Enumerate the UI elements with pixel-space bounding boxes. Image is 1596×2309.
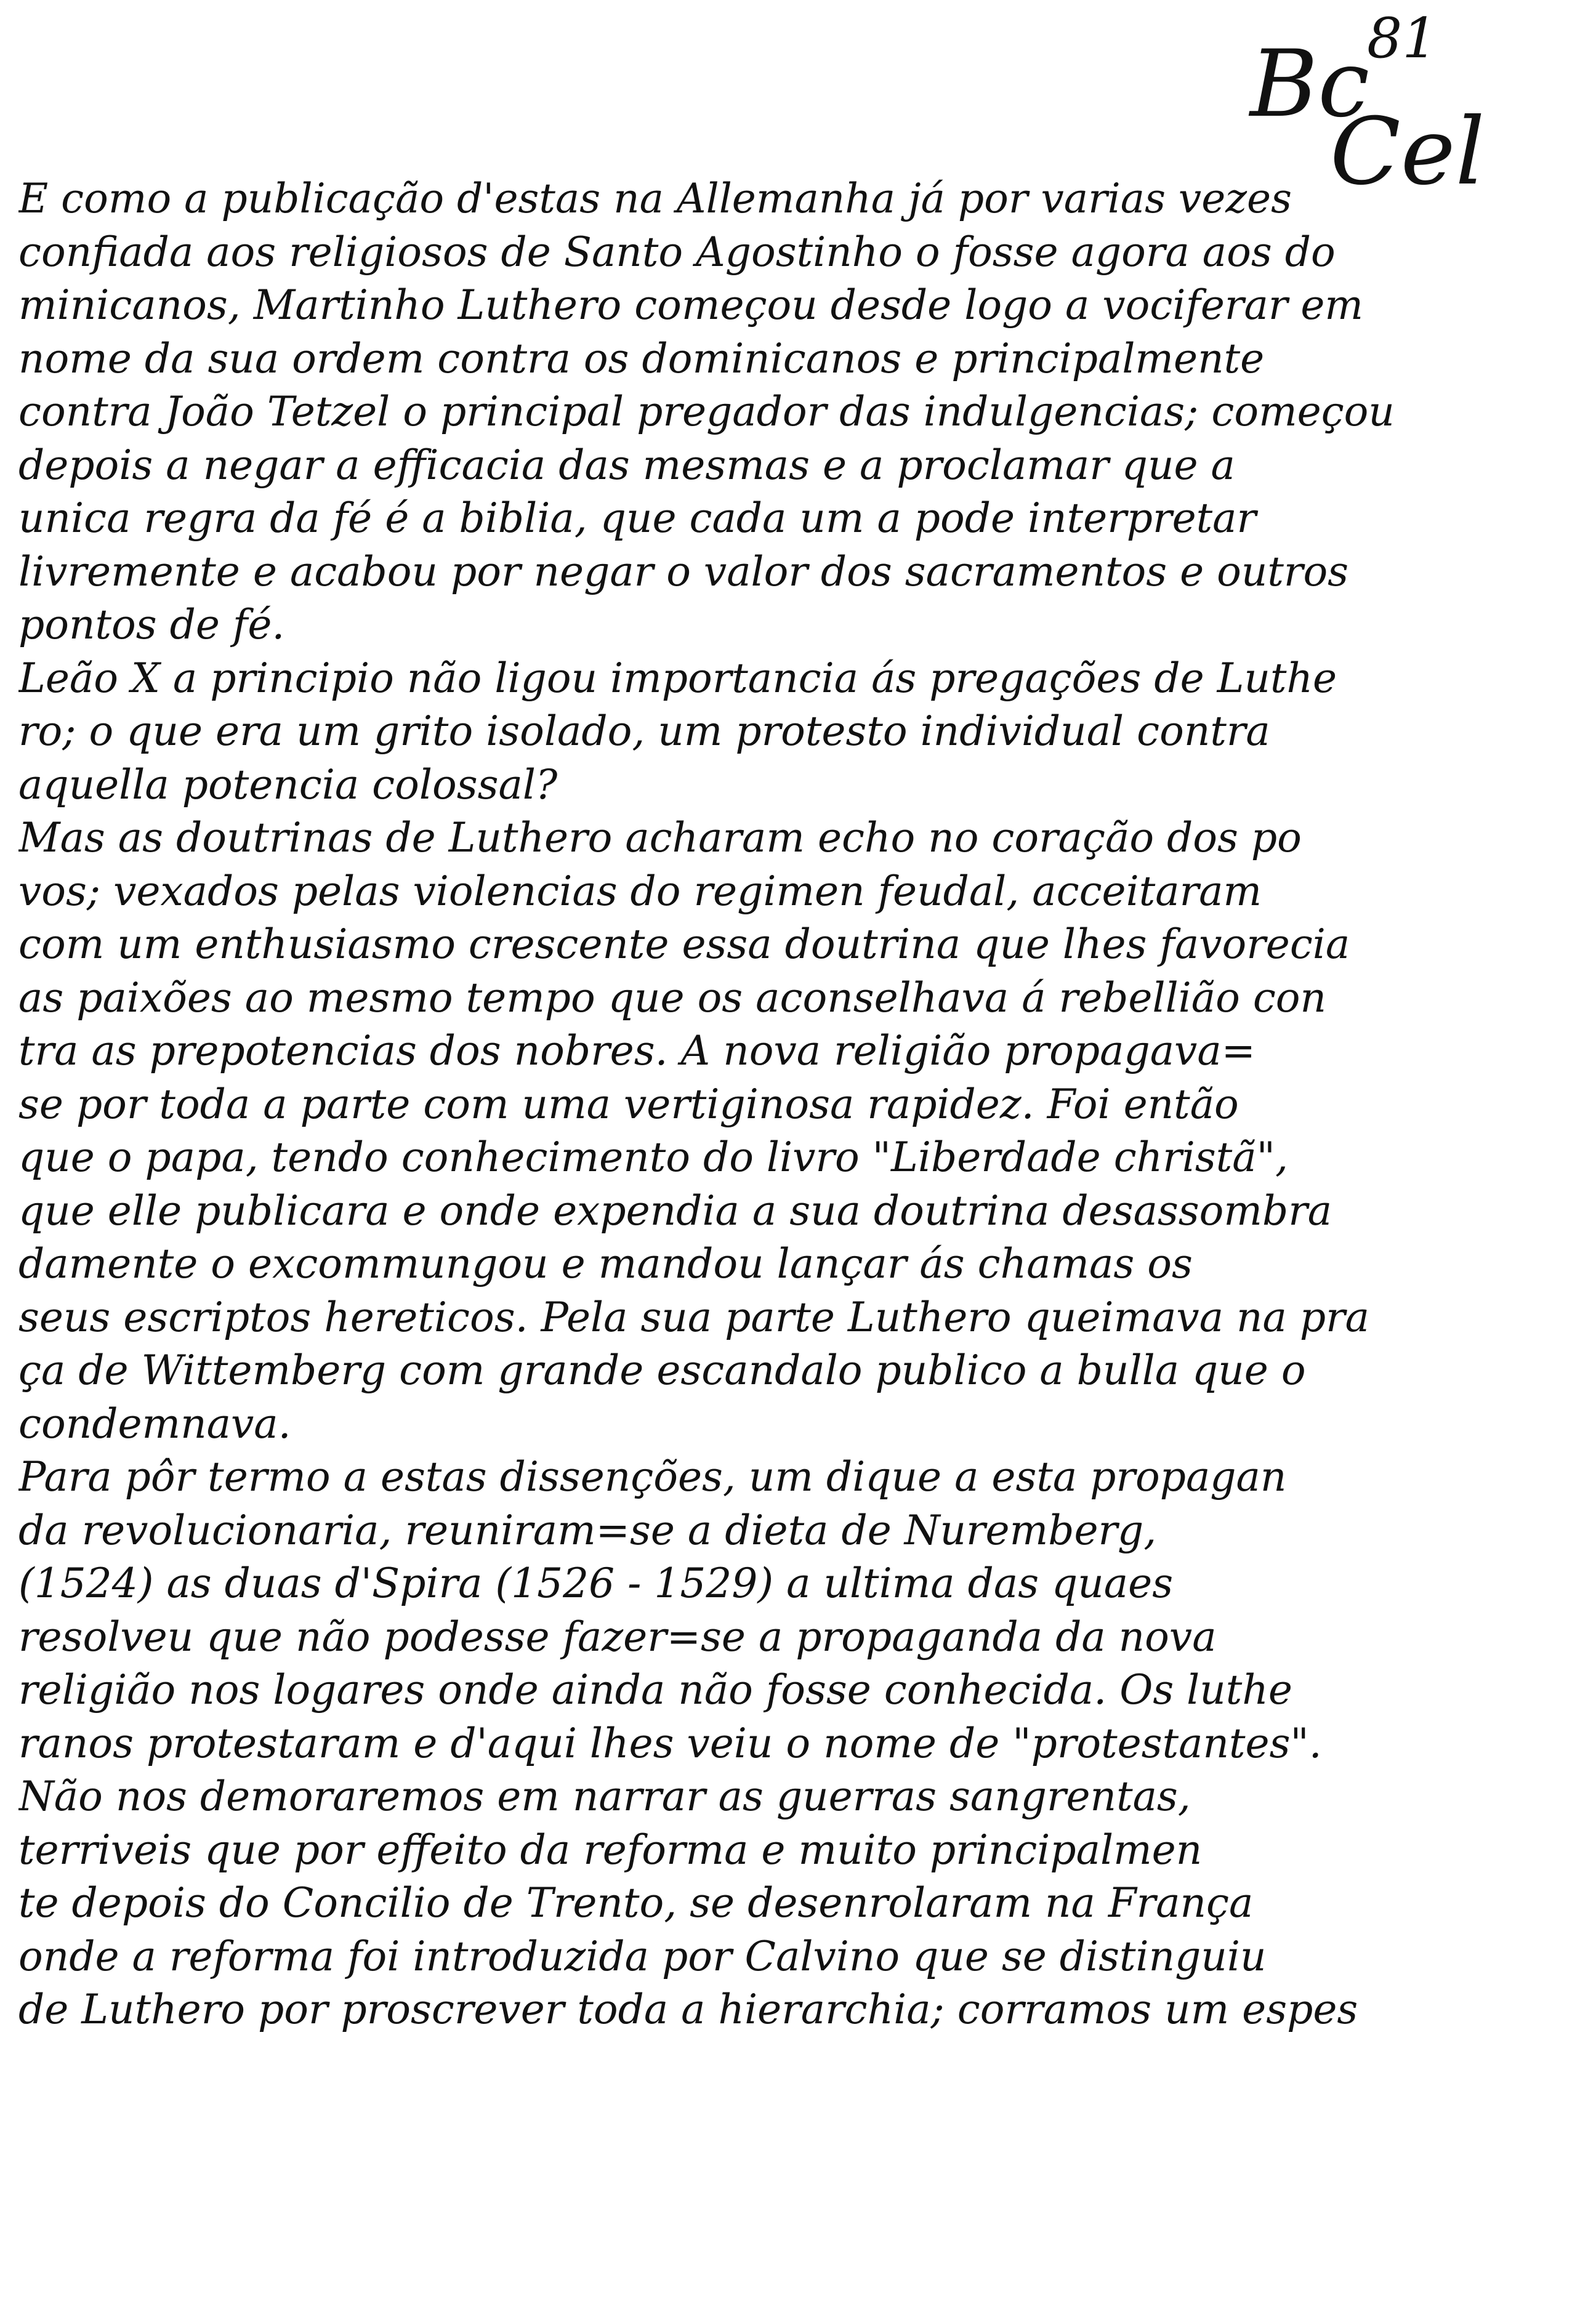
text-line: as paixões ao mesmo tempo que os aconselhava á rebellião con bbox=[18, 973, 1327, 1022]
corner-word-top: Bc bbox=[1250, 31, 1370, 138]
text-line: contra João Tetzel o principal pregador das indulgencias; começou bbox=[18, 388, 1395, 435]
text-line: tra as prepotencias dos nobres. A nova religião propagava= bbox=[18, 1027, 1255, 1074]
text-line: depois a negar a efficacia das mesmas e a proclamar que a bbox=[18, 441, 1235, 489]
text-line: unica regra da fé é a biblia, que cada um a pode interpretar bbox=[18, 494, 1257, 542]
text-line: E como a publicação d'estas na Allemanha já por varias vezes bbox=[18, 175, 1292, 222]
text-line: pontos de fé. bbox=[18, 601, 285, 648]
text-line: livremente e acabou por negar o valor dos sacramentos e outros bbox=[18, 547, 1349, 595]
text-line: ranos protestaram e d'aqui lhes veiu o nome de "protestantes". bbox=[18, 1719, 1322, 1767]
text-line: damente o excommungou e mandou lançar ás chamas os bbox=[18, 1240, 1193, 1287]
text-line: Leão X a principio não ligou importancia ás pregações de Luthe bbox=[18, 654, 1337, 702]
text-line: onde a reforma foi introduzida por Calvino que se distinguiu bbox=[18, 1932, 1267, 1980]
text-line: religião nos logares onde ainda não fosse conhecida. Os luthe bbox=[18, 1666, 1292, 1714]
text-line: aquella potencia colossal? bbox=[18, 760, 558, 808]
text-line: seus escriptos hereticos. Pela sua parte Luthero queimava na pra bbox=[18, 1293, 1370, 1341]
text-line: nome da sua ordem contra os dominicanos e principalmente bbox=[18, 334, 1265, 382]
text-line: se por toda a parte com uma vertiginosa rapidez. Foi então bbox=[18, 1080, 1239, 1128]
text-line: com um enthusiasmo crescente essa doutrina que lhes favorecia bbox=[18, 921, 1350, 968]
text-line: Não nos demoraremos em narrar as guerras sangrentas, bbox=[18, 1773, 1191, 1820]
text-line: vos; vexados pelas violencias do regimen feudal, acceitaram bbox=[18, 867, 1262, 915]
text-line: que o papa, tendo conhecimento do livro "Liberdade christã", bbox=[18, 1134, 1288, 1181]
page-number: 81 bbox=[1367, 6, 1438, 71]
text-line: confiada aos religiosos de Santo Agostinho o fosse agora aos do bbox=[18, 228, 1336, 276]
corner-annotation bbox=[1250, 6, 1576, 206]
text-line: terriveis que por effeito da reforma e muito principalmen bbox=[18, 1826, 1203, 1874]
text-line: Para pôr termo a estas dissenções, um dique a esta propagan bbox=[18, 1453, 1287, 1501]
text-line: ça de Wittemberg com grande escandalo publico a bulla que o bbox=[18, 1347, 1306, 1394]
text-line: ro; o que era um grito isolado, um protesto individual contra bbox=[18, 707, 1270, 755]
text-line: te depois do Concilio de Trento, se desenrolaram na França bbox=[18, 1879, 1254, 1927]
text-line: Mas as doutrinas de Luthero acharam echo no coração dos po bbox=[18, 814, 1302, 861]
corner-word-bottom: Cel bbox=[1330, 99, 1485, 206]
text-line: que elle publicara e onde expendia a sua doutrina desassombra bbox=[18, 1187, 1332, 1235]
text-line: resolveu que não podesse fazer=se a propaganda da nova bbox=[18, 1613, 1217, 1661]
handwritten-text-body bbox=[18, 172, 1576, 2037]
text-line: condemnava. bbox=[18, 1400, 291, 1448]
text-line: (1524) as duas d'Spira (1526 - 1529) a ultima das quaes bbox=[18, 1560, 1174, 1607]
text-line: minicanos, Martinho Luthero começou desde logo a vociferar em bbox=[18, 281, 1363, 329]
text-line: de Luthero por proscrever toda a hierarchia; corramos um espes bbox=[18, 1986, 1358, 2033]
text-line: da revolucionaria, reuniram=se a dieta de Nuremberg, bbox=[18, 1506, 1157, 1554]
